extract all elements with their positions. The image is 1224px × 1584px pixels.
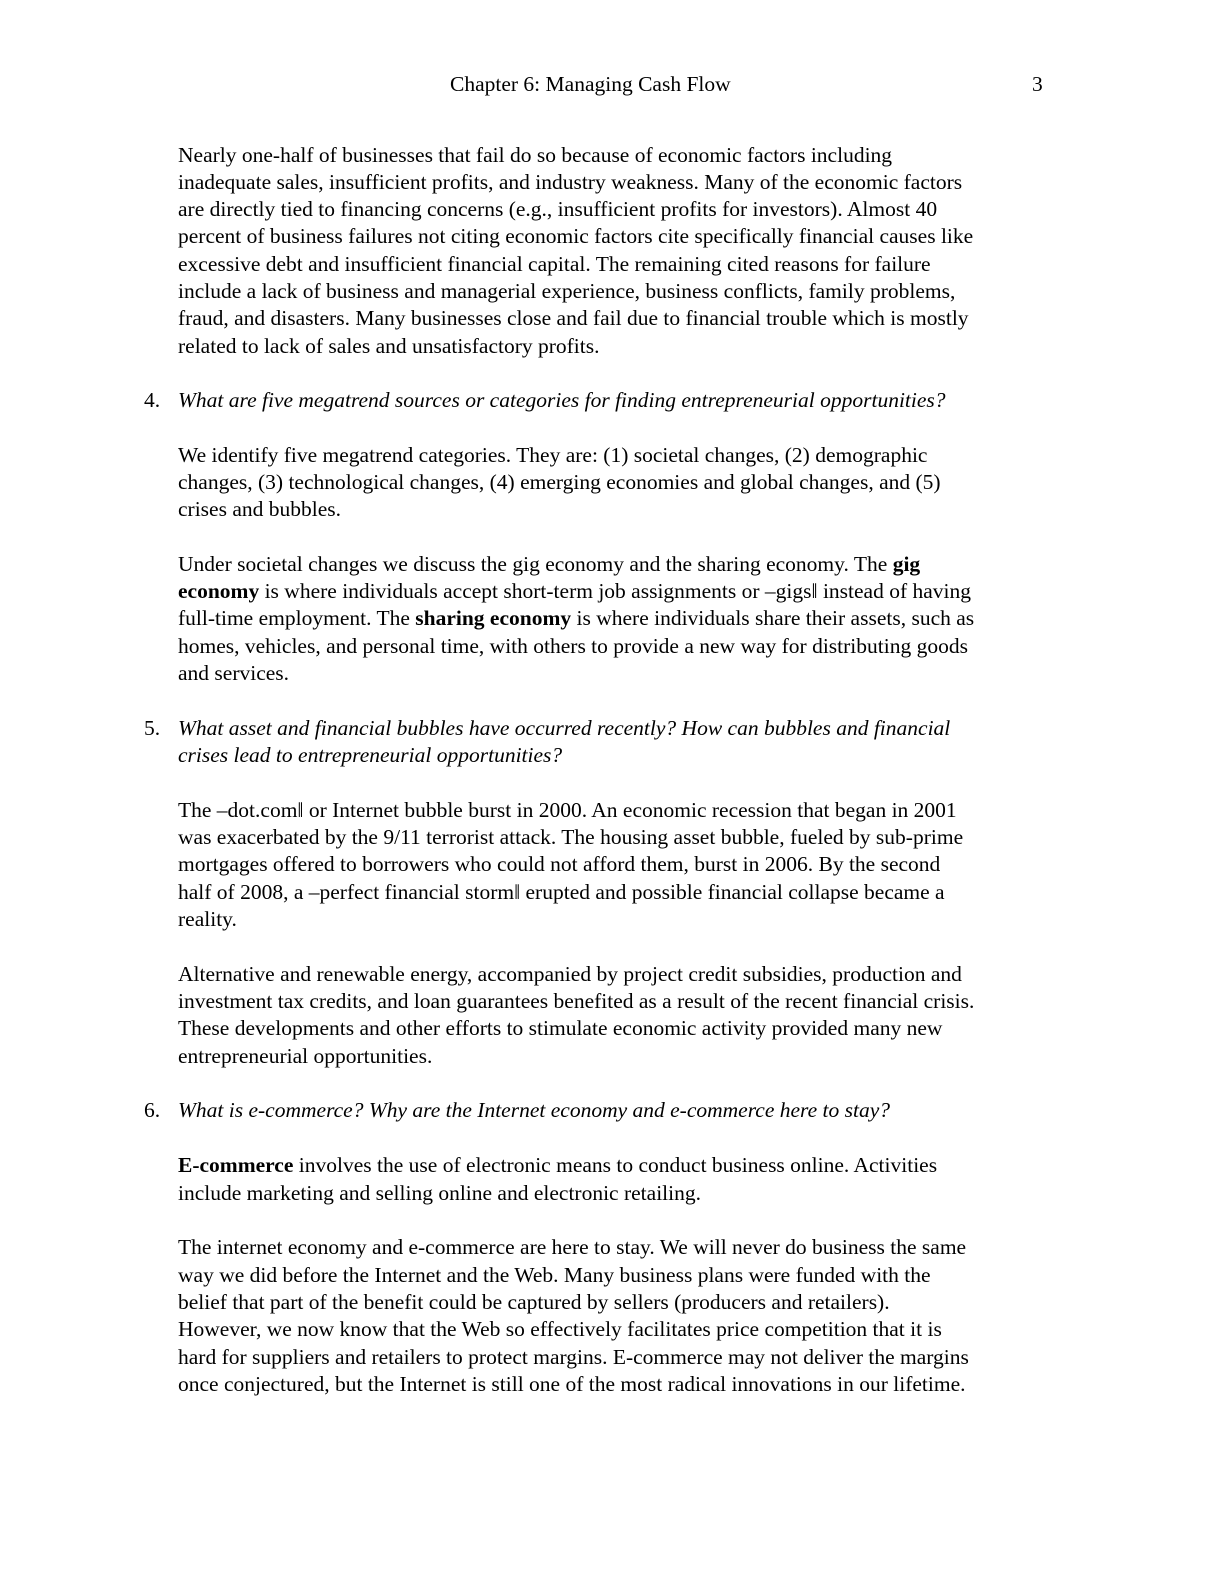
question-text: What are five megatrend sources or categories for finding entrepreneurial opportunities? [178,388,946,412]
text-line: once conjectured, but the Internet is still one of the most radical innovations in our lifetime. [178,1372,966,1396]
text-line: investment tax credits, and loan guarantees benefited as a result of the recent financial crisis. [178,989,975,1013]
text-line: way we did before the Internet and the Web. Many business plans were funded with the [178,1263,931,1287]
text-line: inadequate sales, insufficient profits, and industry weakness. Many of the economic factors [178,170,963,194]
text-line: The internet economy and e-commerce are here to stay. We will never do business the same [178,1235,967,1259]
question-text: What asset and financial bubbles have occurred recently? How can bubbles and financial [178,716,951,740]
question-5-cont: crises lead to entrepreneurial opportunities? [178,743,563,767]
text-line: crises and bubbles. [178,497,342,521]
term-e-commerce: E-commerce [178,1153,294,1177]
text-line: Alternative and renewable energy, accompanied by project credit subsidies, production and [178,962,962,986]
text-line: include marketing and selling online and electronic retailing. [178,1181,701,1205]
question-number: 5. [144,716,161,740]
text-line: Nearly one-half of businesses that fail do so because of economic factors including [178,143,893,167]
text-line: related to lack of sales and unsatisfactory profits. [178,334,600,358]
question-4 [144,387,946,414]
text-line: Under societal changes we discuss the gig economy and the sharing economy. The gig [178,552,921,576]
question-6 [144,1097,891,1124]
text-line: changes, (3) technological changes, (4) emerging economies and global changes, and (5) [178,470,941,494]
question-number: 6. [144,1098,161,1122]
text-line: reality. [178,907,237,931]
text-line: and services. [178,661,290,685]
text-line: These developments and other efforts to stimulate economic activity provided many new [178,1016,943,1040]
text-line: half of 2008, a –perfect financial storm‖ erupted and possible financial collapse became a [178,880,945,904]
text-line: belief that part of the benefit could be captured by sellers (producers and retailers). [178,1290,890,1314]
text-line: homes, vehicles, and personal time, with others to provide a new way for distributing goods [178,634,968,658]
text-line: E-commerce involves the use of electronic means to conduct business online. Activities [178,1153,938,1177]
question-text: What is e-commerce? Why are the Internet economy and e-commerce here to stay? [178,1098,891,1122]
text-line: include a lack of business and managerial experience, business conflicts, family problems, [178,279,956,303]
text-line: hard for suppliers and retailers to protect margins. E-commerce may not deliver the margins [178,1345,969,1369]
term-gig-economy: gig [892,552,921,576]
text-line: excessive debt and insufficient financial capital. The remaining cited reasons for failure [178,252,931,276]
term-sharing-economy: sharing economy [415,606,572,630]
text-line: percent of business failures not citing economic factors cite specifically financial causes like [178,224,974,248]
question-number: 4. [144,388,161,412]
text-line: was exacerbated by the 9/11 terrorist attack. The housing asset bubble, fueled by sub-prime [178,825,964,849]
text-line: mortgages offered to borrowers who could not afford them, burst in 2006. By the second [178,852,941,876]
text-line: fraud, and disasters. Many businesses close and fail due to financial trouble which is mostly [178,306,969,330]
text-line: However, we now know that the Web so effectively facilitates price competition that it is [178,1317,942,1341]
term-gig-economy: economy [178,579,260,603]
page-number: 3 [1032,72,1043,96]
text-line: full-time employment. The sharing economy is where individuals share their assets, such as [178,606,975,630]
question-5 [144,715,951,742]
text-line: are directly tied to financing concerns (e.g., insufficient profits for investors). Almost 40 [178,197,938,221]
text-line: economy is where individuals accept short-term job assignments or –gigs‖ instead of having [178,579,972,603]
text-line: entrepreneurial opportunities. [178,1044,433,1068]
chapter-title: Chapter 6: Managing Cash Flow [450,72,731,96]
text-line: We identify five megatrend categories. They are: (1) societal changes, (2) demographic [178,443,928,467]
text-line: The –dot.com‖ or Internet bubble burst in 2000. An economic recession that began in 2001 [178,798,957,822]
